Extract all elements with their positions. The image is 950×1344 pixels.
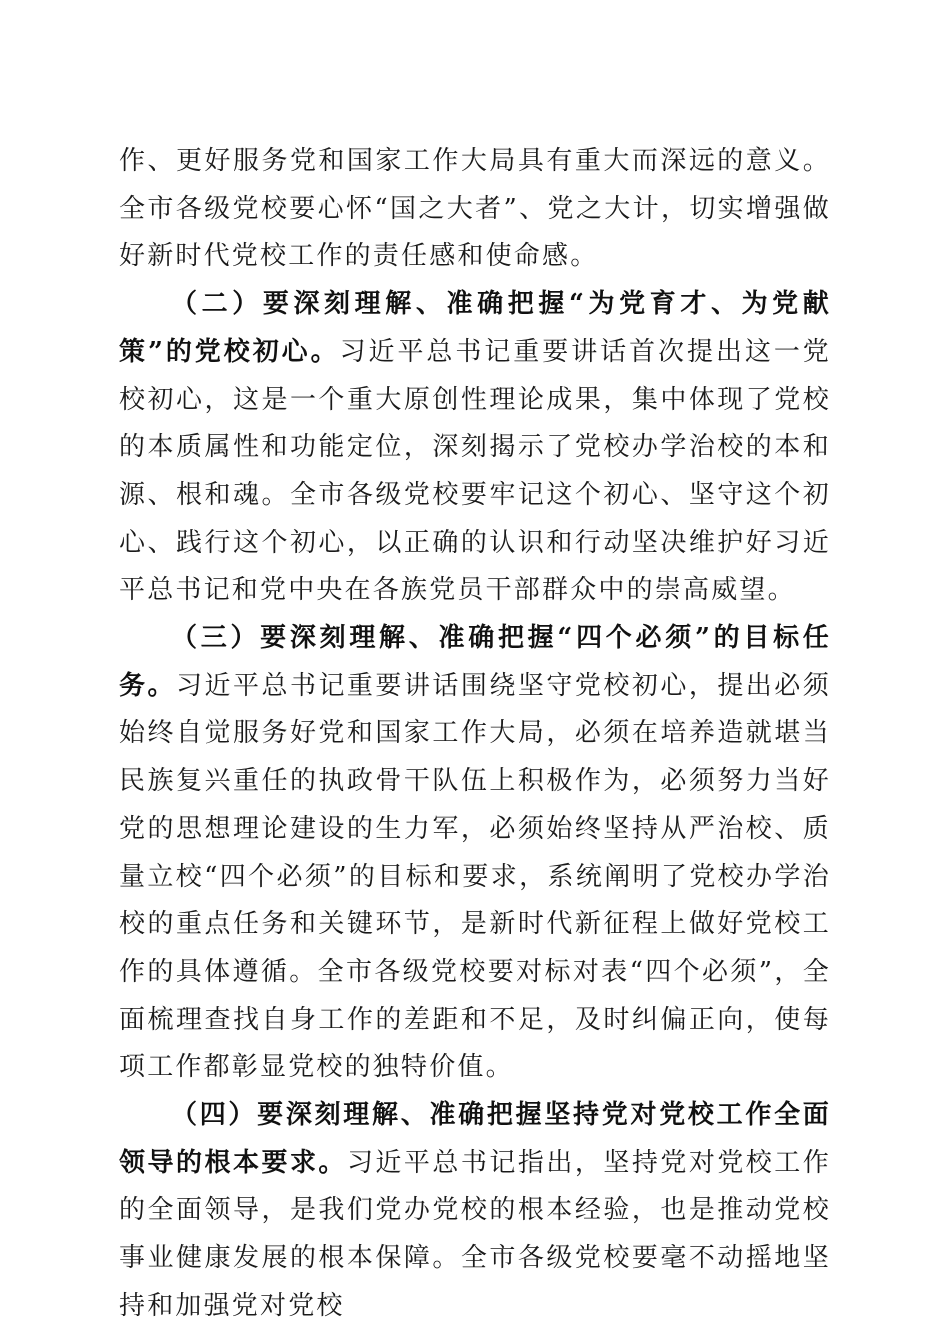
paragraph-section-4 xyxy=(119,1092,831,1331)
paragraph-section-3 xyxy=(119,615,831,1092)
section-heading: （四）要深刻理解、准确把握坚持党对党校工作全面领导的根本要求。 xyxy=(119,1100,831,1178)
paragraph-text: 作、更好服务党和国家工作大局具有重大而深远的意义。全市各级党校要心怀“国之大者”、党之大计，切实增强做好新时代党校工作的责任感和使命感。 xyxy=(119,146,831,272)
section-heading: （三）要深刻理解、准确把握“四个必须”的目标任务。 xyxy=(119,623,831,701)
section-heading: （二）要深刻理解、准确把握“为党育才、为党献策”的党校初心。 xyxy=(119,289,831,367)
paragraph-text: 习近平总书记指出，坚持党对党校工作的全面领导，是我们党办党校的根本经验，也是推动党校事业健康发展的根本保障。全市各级党校要毫不动摇地坚持和加强党对党校 xyxy=(119,1147,831,1321)
paragraph-continuation xyxy=(119,138,831,281)
paragraph-text: 习近平总书记重要讲话围绕坚守党校初心，提出必须始终自觉服务好党和国家工作大局，必须在培养造就堪当民族复兴重任的执政骨干队伍上积极作为，必须努力当好党的思想理论建设的生力军，必须始终坚持从严治校、质量立校“四个必须”的目标和要求，系统阐明了党校办学治校的重点任务和关键环节，是新时代新征程上做好党校工作的具体遵循。全市各级党校要对标对表“四个必须”，全面梳理查找自身工作的差距和不足，及时纠偏正向，使每项工作都彰显党校的独特价值。 xyxy=(119,670,831,1083)
document-body xyxy=(119,138,831,1331)
paragraph-text: 习近平总书记重要讲话首次提出这一党校初心，这是一个重大原创性理论成果，集中体现了党校的本质属性和功能定位，深刻揭示了党校办学治校的本和源、根和魂。全市各级党校要牢记这个初心、坚守这个初心、践行这个初心，以正确的认识和行动坚决维护好习近平总书记和党中央在各族党员干部群众中的崇高威望。 xyxy=(119,336,831,606)
paragraph-section-2 xyxy=(119,281,831,615)
